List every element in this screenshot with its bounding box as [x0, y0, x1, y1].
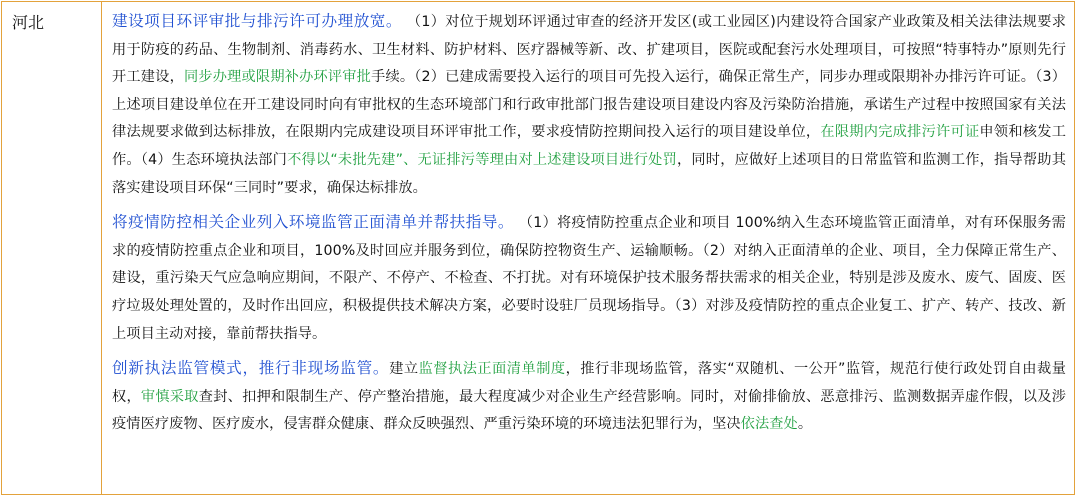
section-heading: 创新执法监管模式，推行非现场监管。 — [112, 359, 390, 378]
region-label: 河北 — [12, 13, 45, 32]
section-text: ，推行非现场监管，落实“双随机、一公开”监管，规范行使行政处罚自由裁量权， — [112, 361, 1066, 405]
section-text: 申领和核发工作。（4）生态环境执法部门 — [112, 124, 1066, 168]
highlight-text: 同步办理或限期补办环评审批 — [183, 69, 372, 86]
policy-table — [1, 1, 1075, 495]
highlight-text: 监督执法正面清单制度 — [418, 361, 566, 378]
section-text: 。 — [797, 416, 813, 433]
region-cell — [2, 2, 102, 494]
section-text: （1）将疫情防控重点企业和项目 100%纳入生态环境监管正面清单，对有环保服务需求的疫情防控重点企业和项目，100%及时回应并服务到位，确保防控物资生产、运输顺畅。（2）对纳入正面清单的企业、项目，全力保障正常生产、建设，重污染天气应急响应期间，不限产、不停产、不检查、不打扰。对有环境保护技术服务帮扶需求的相关企业，特别是涉及废水、废气、固废、医疗垃圾处理处置的，及时作出回应，积极提供技术解决方案，必要时设驻厂员现场指导。（3）对涉及疫情防控的重点企业复工、扩产、转产、技改、新上项目主动对接，靠前帮扶指导。 — [112, 215, 1066, 342]
section-text: （1）对位于规划环评通过审查的经济开发区(或工业园区)内建设符合国家产业政策及相关法律法规要求用于防疫的药品、生物制剂、消毒药水、卫生材料、防护材料、医疗器械等新、改、扩建项目，医院或配套污水处理项目，可按照“特事特办”原则先行开工建设， — [112, 14, 1066, 86]
section-paragraph — [112, 209, 1066, 348]
section-paragraph — [112, 355, 1066, 439]
highlight-text: 在限期内完成排污许可证 — [820, 124, 980, 141]
section-paragraph — [112, 8, 1066, 202]
section-text: ，同时，应做好上述项目的日常监管和监测工作，指导帮助其落实建设项目环保“三同时”要求，确保达标排放。 — [112, 151, 1066, 196]
section-text: 手续。（2）已建成需要投入运行的项目可先投入运行，确保正常生产，同步办理或限期补办排污许可证。（3）上述项目建设单位在开工建设同时向有审批权的生态环境部门和行政审批部门报告建设项目建设内容及污染防治措施，承诺生产过程中按照国家有关法律法规要求做到达标排放，在限期内完成建设项目环评审批工作，要求疫情防控期间投入运行的项目建设单位， — [112, 69, 1066, 141]
highlight-text: 依法查处 — [740, 416, 798, 433]
highlight-text: 审慎采取 — [140, 388, 199, 405]
section-heading: 建设项目环评审批与排污许可办理放宽。 — [112, 12, 403, 30]
content-cell — [102, 2, 1074, 494]
highlight-text: 不得以“未批先建”、无证排污等理由对上述建设项目进行处罚 — [287, 151, 677, 168]
section-heading: 将疫情防控相关企业列入环境监管正面清单并帮扶指导。 — [112, 213, 514, 232]
section-text: 查封、扣押和限制生产、停产整治措施，最大程度减少对企业生产经营影响。同时，对偷排偷放、恶意排污、监测数据弄虚作假，以及涉疫情医疗废物、医疗废水，侵害群众健康、群众反映强烈、严重污染环境的环境违法犯罪行为，坚决 — [112, 388, 1066, 433]
section-text: 建立 — [389, 361, 419, 378]
